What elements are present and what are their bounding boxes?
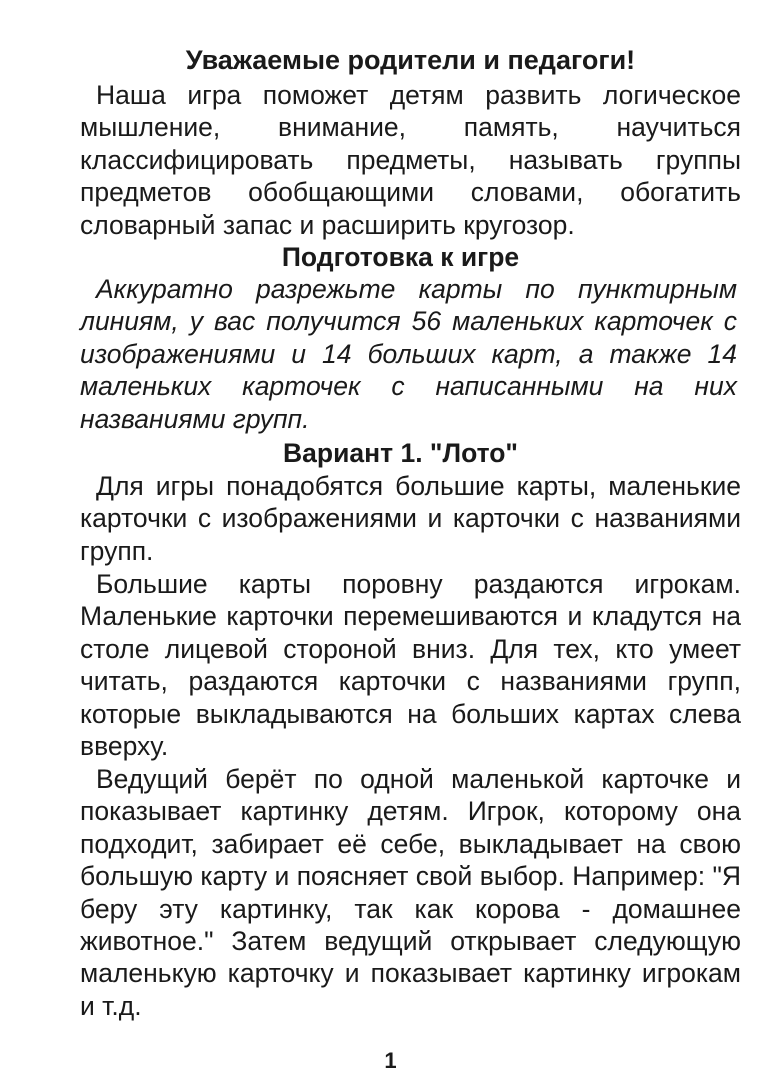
section-heading-variant-1: Вариант 1. "Лото" [283,438,518,468]
page-title: Уважаемые родители и педагоги! [185,45,636,75]
variant-1-paragraph-2: Большие карты поровну раздаются игрокам. Маленькие карточки перемешиваются и кладутся на столе лицевой стороной вниз. Для тех, кто умеет читать, раздаются карточки с названиями групп, которые выкладываются на больших картах слева вверху. [80,569,741,762]
variant-1-paragraph-3: Ведущий берёт по одной маленькой карточке и показывает картинку детям. Игрок, которому она подходит, забирает её себе, выкладывает на свою большую карту и поясняет свой выбор. Например: "Я беру эту картинку, так как корова - домашнее животное." Затем ведущий открывает следующую маленькую карточку и показывает картинку игрокам и т.д. [80,764,741,1021]
variant-1-paragraph-1: Для игры понадобятся большие карты, маленькие карточки с изображениями и карточки с названиями групп. [80,471,741,566]
page-number: 1 [384,1048,397,1073]
section-heading-preparation: Подготовка к игре [281,242,520,272]
preparation-paragraph: Аккуратно разрежьте карты по пунктирным линиям, у вас получится 56 маленьких карточек с изображениями и 14 больших карт, а также 14 маленьких карточек с написанными на них названиями групп. [80,274,737,434]
intro-paragraph: Наша игра поможет детям развить логическое мышление, внимание, память, научиться классифицировать предметы, называть группы предметов обобщающими словами, обогатить словарный запас и расширить кругозор. [80,80,741,240]
